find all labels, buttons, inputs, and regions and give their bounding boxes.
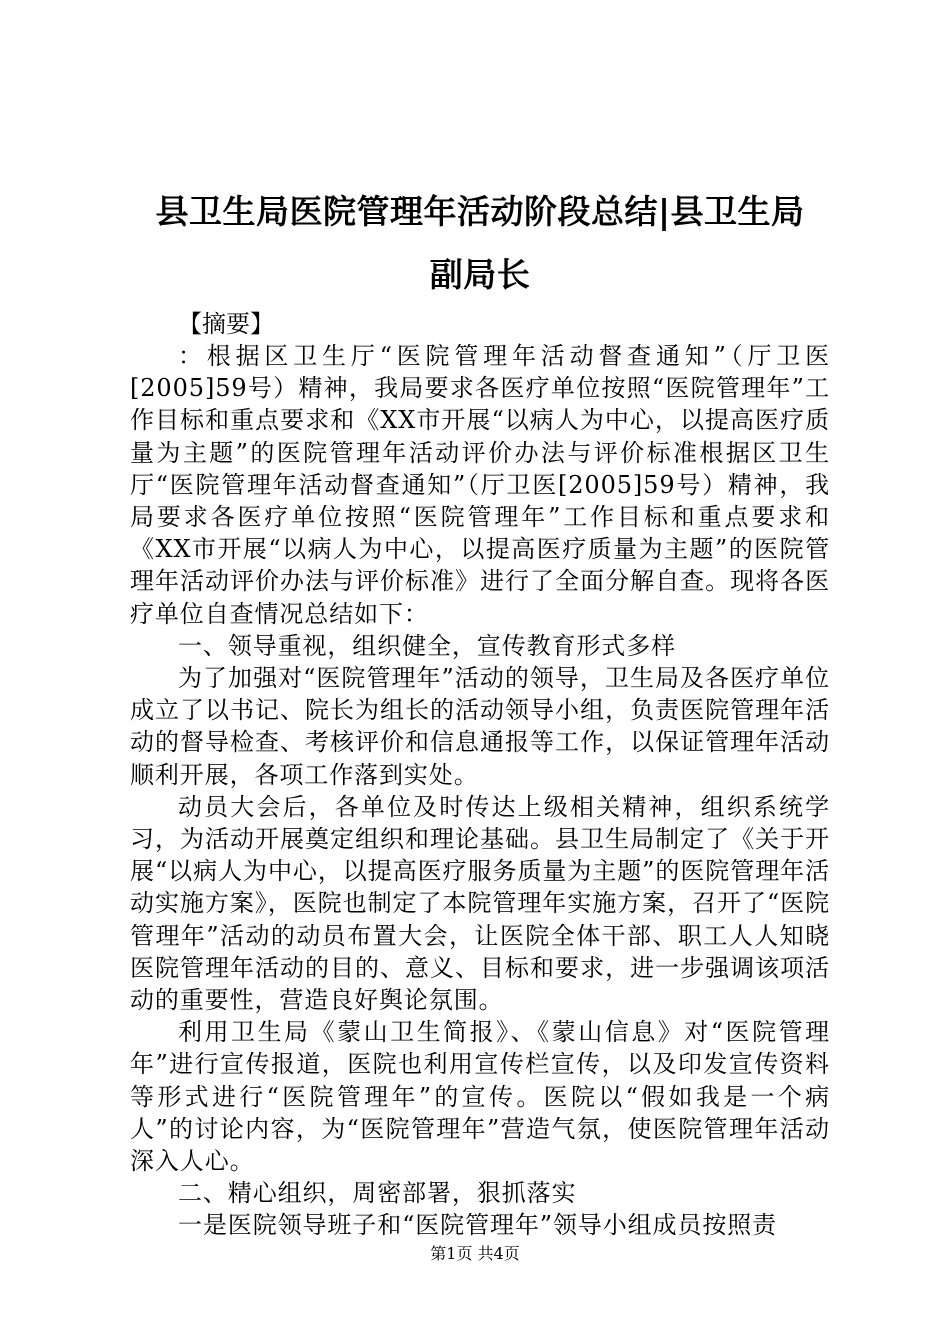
title-line-1: 县卫生局医院管理年活动阶段总结|县卫生局 [155, 192, 805, 231]
document-title [130, 180, 830, 306]
title-line-2: 副局长 [429, 255, 531, 294]
page-footer: 第1页 共4页 [430, 1244, 520, 1263]
summary-label: 【摘要】 [178, 310, 274, 338]
paragraph-publicity: 利用卫生局《蒙山卫生简报》、《蒙山信息》对“医院管理年”进行宣传报道，医院也利用宣传栏宣传，以及印发宣传资料等形式进行“医院管理年”的宣传。医院以“假如我是一个病人”的讨论内容，为“医院管理年”营造气氛，使医院管理年活动深入人心。 [130, 1018, 830, 1176]
paragraph-implementation: 一是医院领导班子和“医院管理年”领导小组成员按照责 [178, 1211, 778, 1240]
paragraph-intro: ：根据区卫生厅“医院管理年活动督查通知”（厅卫医[2005]59号）精神，我局要求各医疗单位按照“医院管理年”工作目标和重点要求和《XX市开展“以病人为中心，以提高医疗质量为主题”的医院管理年活动评价办法与评价标准根据区卫生厅“医院管理年活动督查通知”（厅卫医[2005]59号）精神，我局要求各医疗单位按照“医院管理年”工作目标和重点要求和《XX市开展“以病人为中心，以提高医疗质量为主题”的医院管理年活动评价办法与评价标准》进行了全面分解自查。现将各医疗单位自查情况总结如下： [130, 342, 830, 628]
paragraph-leadership: 为了加强对“医院管理年”活动的领导，卫生局及各医疗单位成立了以书记、院长为组长的活动领导小组，负责医院管理年活动的督导检查、考核评价和信息通报等工作，以保证管理年活动顺利开展，各项工作落到实处。 [130, 664, 830, 789]
section-heading-1: 一、领导重视，组织健全，宣传教育形式多样 [178, 631, 676, 660]
document-page [130, 180, 830, 1242]
paragraph-mobilization: 动员大会后，各单位及时传达上级相关精神，组织系统学习，为活动开展奠定组织和理论基础。县卫生局制定了《关于开展“以病人为中心，以提高医疗服务质量为主题”的医院管理年活动实施方案》，医院也制定了本院管理年实施方案，召开了“医院管理年”活动的动员布置大会，让医院全体干部、职工人人知晓医院管理年活动的目的、意义、目标和要求，进一步强调该项活动的重要性，营造良好舆论氛围。 [130, 792, 830, 1015]
section-heading-2: 二、精心组织，周密部署，狠抓落实 [178, 1179, 577, 1208]
